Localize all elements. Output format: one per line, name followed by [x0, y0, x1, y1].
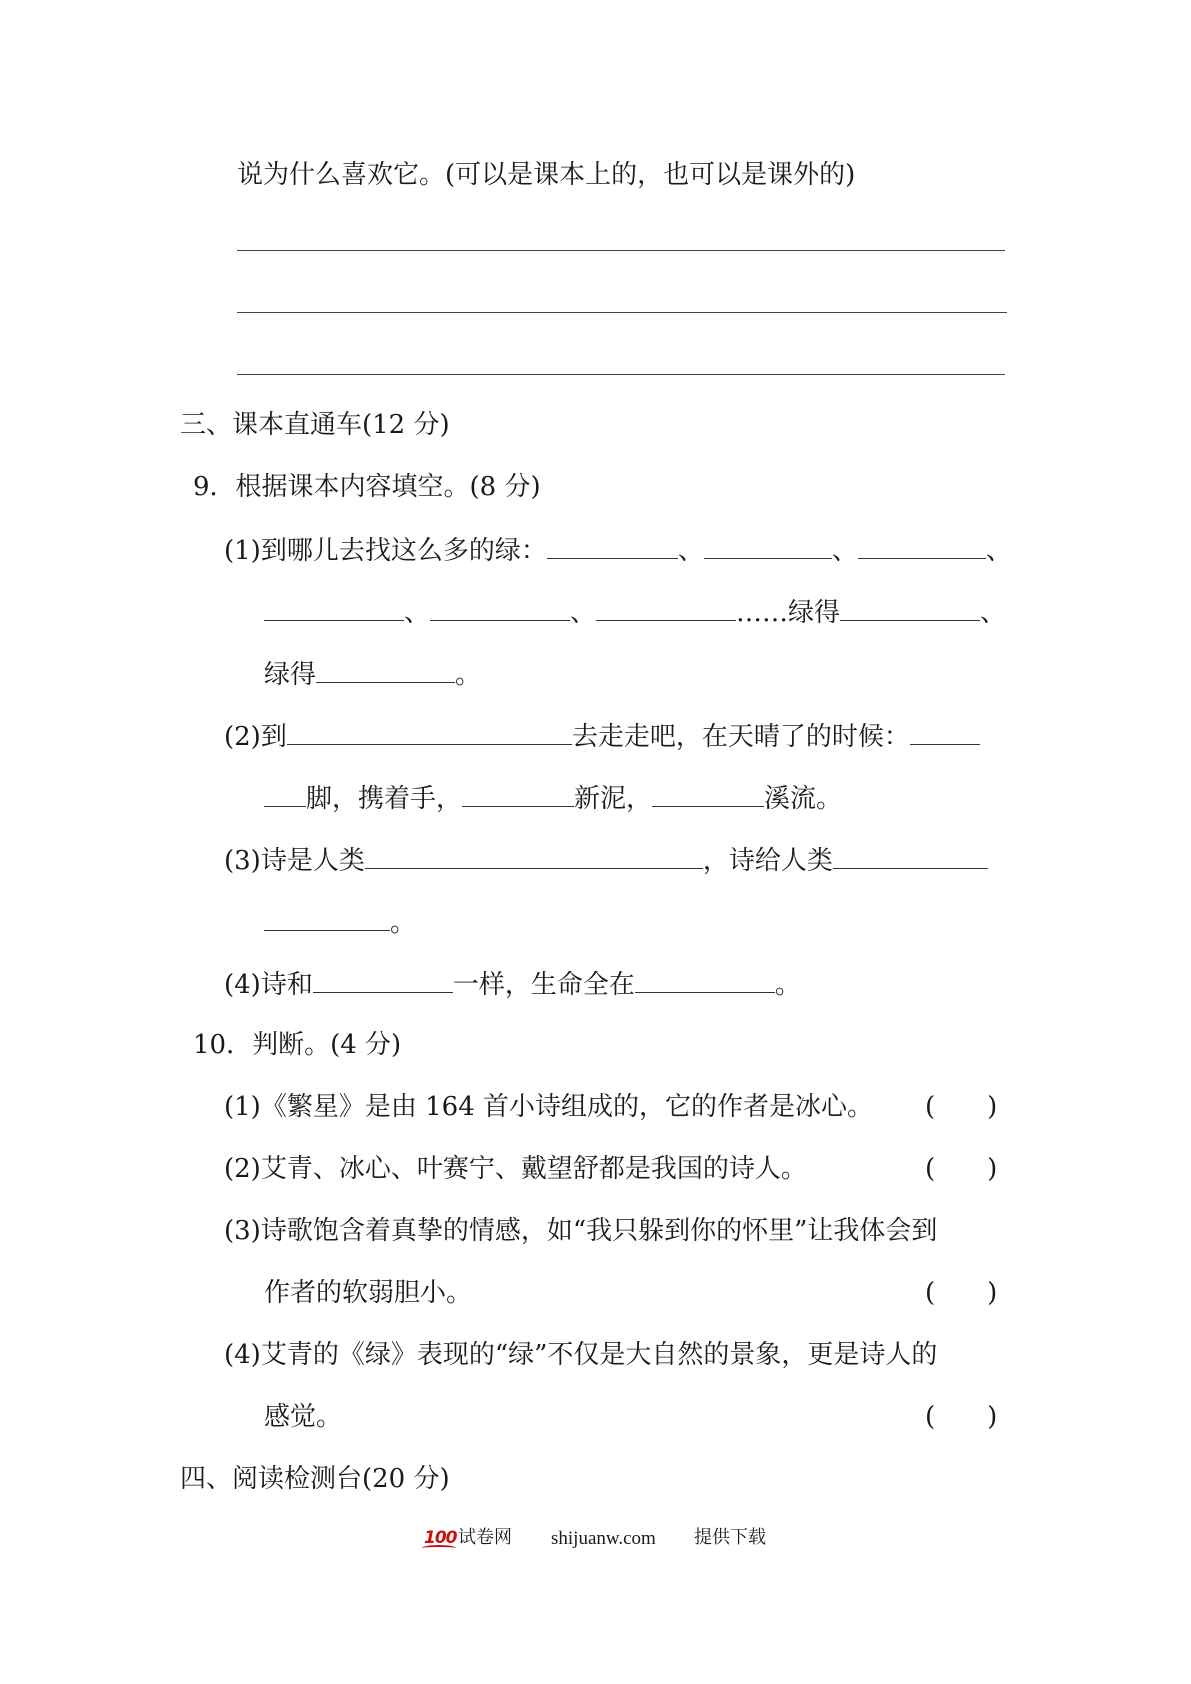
footer-note: 提供下载: [694, 1527, 766, 1548]
footer-domain[interactable]: shijuanw.com: [551, 1528, 656, 1549]
blank[interactable]: [264, 908, 390, 931]
blank[interactable]: [313, 970, 453, 993]
item-text: 诗和: [260, 970, 313, 1000]
question-title: 9．根据课本内容填空。(8 分): [193, 472, 541, 502]
item-number: (3): [224, 1216, 261, 1246]
fill-item-3-line2: [264, 908, 416, 936]
item-text: ，诗给人类: [702, 846, 833, 876]
blank[interactable]: [833, 846, 988, 869]
blank[interactable]: [547, 536, 678, 559]
item-text: 新泥，: [574, 784, 653, 814]
blank[interactable]: [652, 784, 764, 807]
item-number: (3): [224, 846, 261, 876]
item-number: (1): [224, 1092, 261, 1122]
blank[interactable]: [910, 722, 980, 745]
answer-line[interactable]: [237, 312, 1007, 313]
separator: 、: [831, 536, 858, 566]
answer-paren[interactable]: ( ): [925, 1278, 998, 1308]
item-end: 。: [455, 660, 482, 690]
fill-item-3: [224, 846, 988, 874]
section-heading: 三、课本直通车(12 分): [180, 410, 450, 440]
blank[interactable]: [264, 784, 306, 807]
fill-item-1: [224, 536, 1012, 564]
item-number: (2): [224, 722, 261, 752]
judge-item-4-line2: 感觉。: [264, 1402, 343, 1432]
item-number: (2): [224, 1154, 261, 1184]
judge-item-4: [224, 1342, 937, 1368]
separator: 、: [985, 536, 1012, 566]
footer-site-name: 试卷网: [458, 1527, 512, 1548]
blank[interactable]: [858, 536, 986, 559]
site-logo: 100: [424, 1528, 457, 1548]
item-number: (1): [224, 536, 261, 566]
item-number: (4): [224, 1340, 261, 1370]
blank[interactable]: [365, 846, 703, 869]
item-text: 绿得: [264, 660, 317, 690]
item-number: (4): [224, 970, 261, 1000]
item-text: 一样，生命全在: [452, 970, 635, 1000]
fill-item-1-line2: [264, 598, 1006, 626]
fill-item-4: [224, 970, 801, 998]
section-heading: 四、阅读检测台(20 分): [180, 1464, 450, 1494]
blank[interactable]: [635, 970, 775, 993]
answer-paren[interactable]: ( ): [925, 1402, 998, 1432]
item-text: 艾青、冰心、叶赛宁、戴望舒都是我国的诗人。: [260, 1154, 807, 1184]
item-text: 到: [260, 722, 287, 752]
fill-item-2: [224, 722, 980, 750]
judge-item-3-line2: 作者的软弱胆小。: [264, 1278, 473, 1308]
separator: 、: [980, 598, 1007, 628]
fill-item-1-line3: [264, 660, 481, 688]
item-text: 《繁星》是由 164 首小诗组成的，它的作者是冰心。: [260, 1092, 873, 1122]
logo-swoosh-icon: [422, 1545, 456, 1551]
judge-item-1: [224, 1094, 873, 1120]
item-text: 溪流。: [764, 784, 843, 814]
blank[interactable]: [287, 722, 572, 745]
separator: 、: [677, 536, 704, 566]
fill-item-2-line2: [264, 784, 842, 812]
blank[interactable]: [264, 598, 404, 621]
item-text: 去走走吧，在天晴了的时候：: [571, 722, 910, 752]
continuation-text: 说为什么喜欢它。(可以是课本上的，也可以是课外的): [237, 160, 856, 190]
item-text: 艾青的《绿》表现的“绿”不仅是大自然的景象，更是诗人的: [260, 1340, 938, 1370]
item-end: 。: [774, 970, 801, 1000]
blank[interactable]: [430, 598, 570, 621]
answer-paren[interactable]: ( ): [925, 1092, 998, 1122]
item-end: 。: [390, 908, 417, 938]
answer-paren[interactable]: ( ): [925, 1154, 998, 1184]
item-text: 诗是人类: [260, 846, 365, 876]
judge-item-2: [224, 1156, 807, 1182]
blank[interactable]: [316, 660, 455, 683]
blank[interactable]: [462, 784, 574, 807]
item-text: 到哪儿去找这么多的绿：: [260, 536, 547, 566]
judge-item-3: [224, 1218, 937, 1244]
blank[interactable]: [704, 536, 832, 559]
item-text: ……绿得: [736, 598, 841, 628]
answer-line[interactable]: [237, 250, 1005, 251]
blank[interactable]: [596, 598, 736, 621]
blank[interactable]: [840, 598, 980, 621]
question-title: 10．判断。(4 分): [193, 1030, 402, 1060]
item-text: 脚，携着手，: [306, 784, 463, 814]
separator: 、: [404, 598, 431, 628]
answer-line[interactable]: [237, 374, 1005, 375]
separator: 、: [570, 598, 597, 628]
item-text: 诗歌饱含着真挚的情感，如“我只躲到你的怀里”让我体会到: [260, 1216, 938, 1246]
